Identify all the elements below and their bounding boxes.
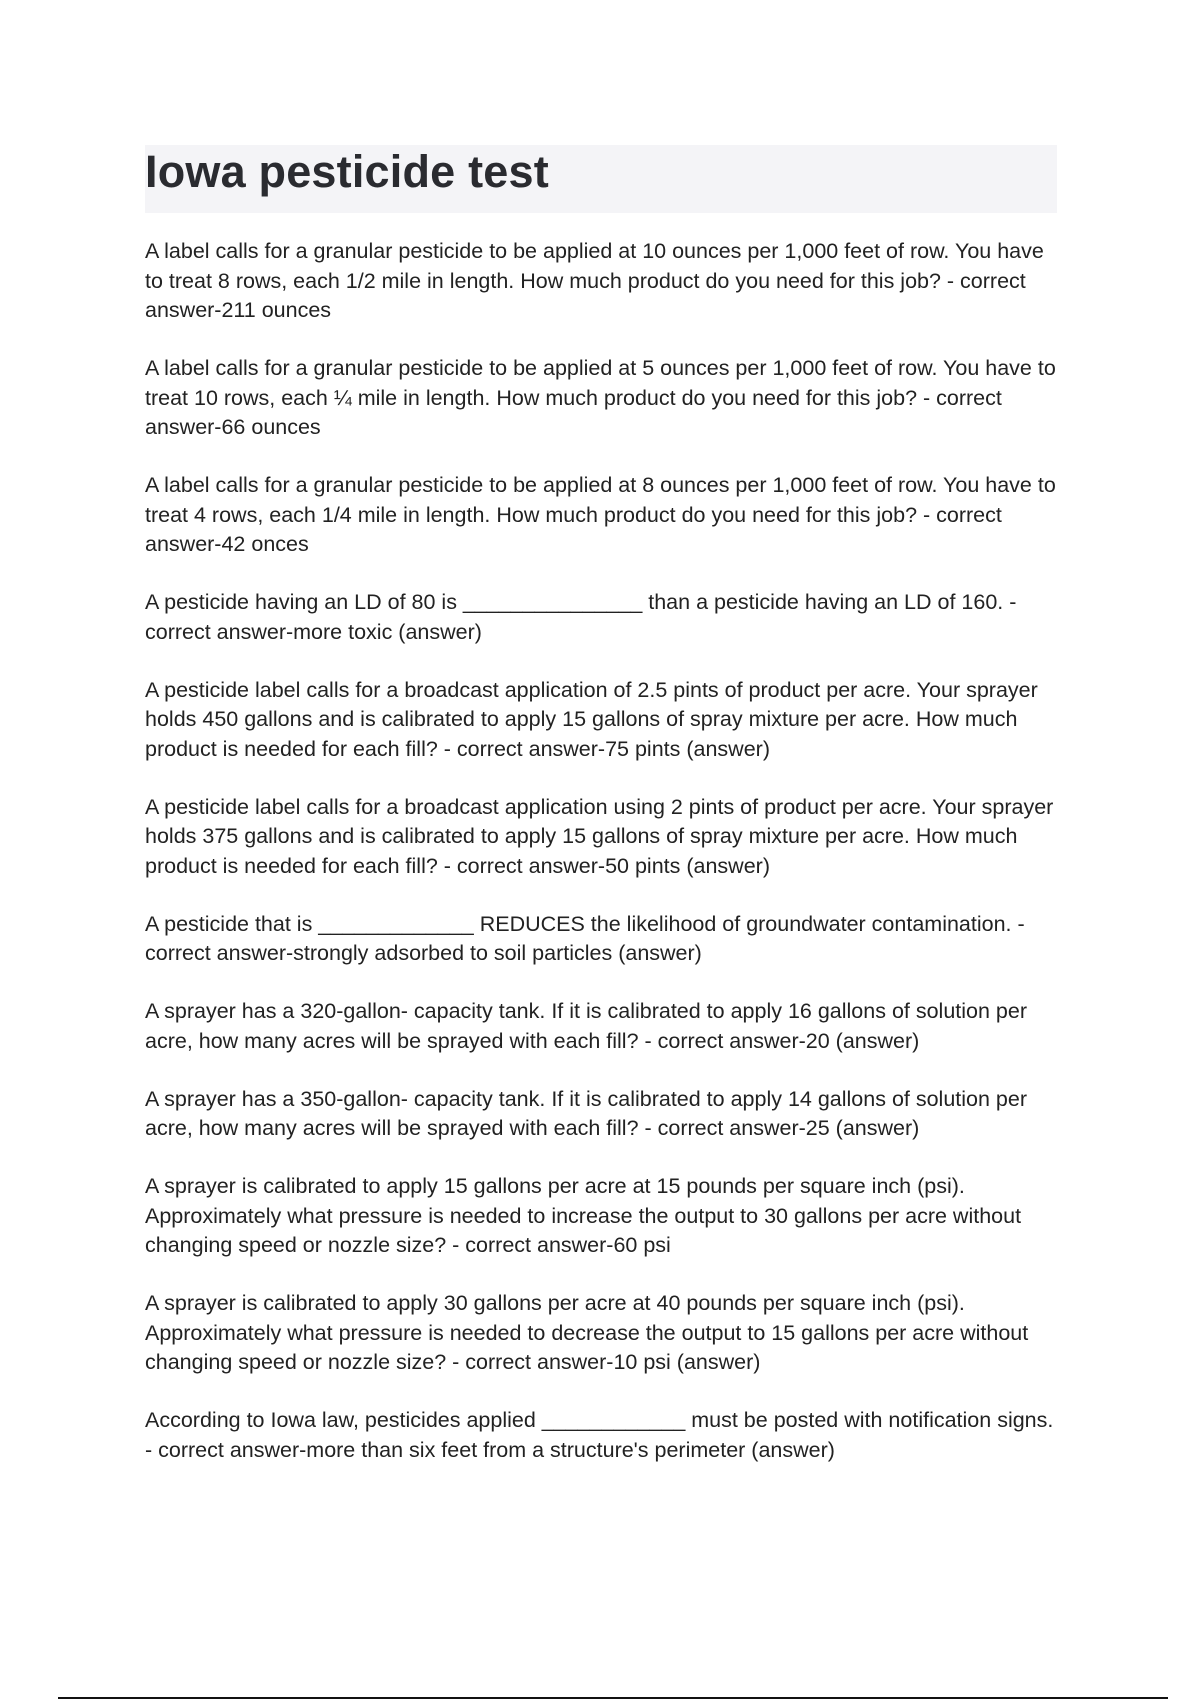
- question-item-10: A sprayer is calibrated to apply 15 gallons per acre at 15 pounds per square inch (psi). Approximately what pressure is needed to increase the output to 30 gallons per acre without changing speed or nozzle size? - correct answer-60 psi: [145, 1174, 1022, 1257]
- question-item-7: A pesticide that is _____________ REDUCES the likelihood of groundwater contamination. - correct answer-strongly adsorbed to soil particles (answer): [145, 911, 1025, 965]
- question-item-8: A sprayer has a 320-gallon- capacity tank. If it is calibrated to apply 16 gallons of solution per acre, how many acres will be sprayed with each fill? - correct answer-20 (answer): [145, 999, 1028, 1053]
- question-item-9: A sprayer has a 350-gallon- capacity tank. If it is calibrated to apply 14 gallons of solution per acre, how many acres will be sprayed with each fill? - correct answer-25 (answer): [145, 1086, 1028, 1140]
- question-item-11: A sprayer is calibrated to apply 30 gallons per acre at 40 pounds per square inch (psi). Approximately what pressure is needed to decrease the output to 15 gallons per acre without changing speed or nozzle size? - correct answer-10 psi (answer): [145, 1291, 1029, 1374]
- question-item-6: A pesticide label calls for a broadcast application using 2 pints of product per acre. Your sprayer holds 375 gallons and is calibrated to apply 15 gallons of spray mixture per acre. How much product is needed for each fill? - correct answer-50 pints (answer): [145, 794, 1054, 878]
- question-list: [145, 237, 1065, 1494]
- question-item-5: A pesticide label calls for a broadcast application of 2.5 pints of product per acre. Your sprayer holds 450 gallons and is calibrated to apply 15 gallons of spray mixture per acre. How much product is needed for each fill? - correct answer-75 pints (answer): [145, 677, 1038, 761]
- footer-divider: [58, 1697, 1168, 1699]
- question-item-4: A pesticide having an LD of 80 is _______________ than a pesticide having an LD of 160. - correct answer-more toxic (answer): [145, 590, 1017, 644]
- question-item-2: A label calls for a granular pesticide to be applied at 5 ounces per 1,000 feet of row. You have to treat 10 rows, each ¼ mile in length. How much product do you need for this job? - correct answer-66 ounces: [145, 356, 1056, 439]
- page-title: Iowa pesticide test: [145, 146, 549, 197]
- question-item-3: A label calls for a granular pesticide to be applied at 8 ounces per 1,000 feet of row. You have to treat 4 rows, each 1/4 mile in length. How much product do you need for this job? - correct answer-42 onces: [145, 473, 1056, 556]
- question-item-1: A label calls for a granular pesticide to be applied at 10 ounces per 1,000 feet of row. You have to treat 8 rows, each 1/2 mile in length. How much product do you need for this job? - correct answer-211 ounces: [145, 239, 1044, 322]
- question-item-12: According to Iowa law, pesticides applied ____________ must be posted with notification signs. - correct answer-more than six feet from a structure's perimeter (answer): [145, 1408, 1054, 1462]
